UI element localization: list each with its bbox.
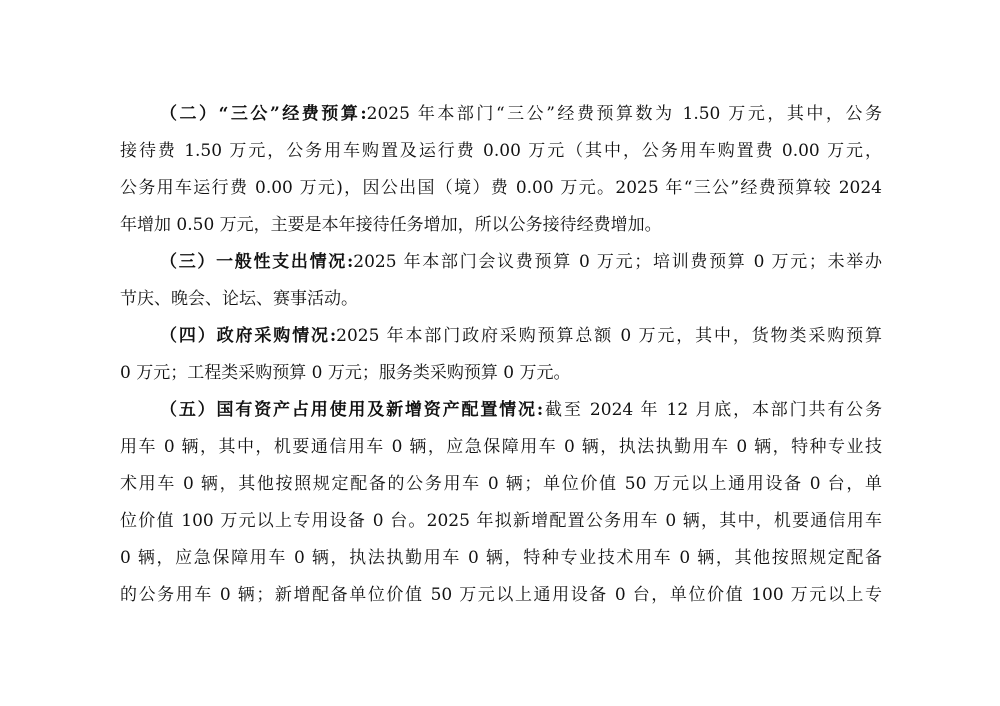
section-assets-line-4 (120, 503, 882, 540)
section-assets-line-3 (120, 466, 882, 503)
section-general-text-2: 节庆、晚会、论坛、赛事活动。 (120, 289, 358, 309)
section-sangong-text-4: 年增加 0.50 万元，主要是本年接待任务增加，所以公务接待经费增加。 (120, 215, 662, 235)
section-sangong-line-3 (120, 170, 882, 207)
section-assets-text-3: 术用车 0 辆，其他按照规定配备的公务用车 0 辆；单位价值 50 万元以上通用设备 0 台，单 (120, 474, 882, 494)
section-assets-line-6 (120, 577, 882, 614)
section-sangong-line-4 (120, 207, 882, 244)
section-assets-text-6: 的公务用车 0 辆；新增配备单位价值 50 万元以上通用设备 0 台，单位价值 100 万元以上专 (120, 585, 882, 605)
section-assets-heading: （五）国有资产占用使用及新增资产配置情况: (160, 400, 544, 420)
section-procurement-heading: （四）政府采购情况: (160, 326, 337, 346)
section-sangong-text-3: 公务用车运行费 0.00 万元)，因公出国（境）费 0.00 万元。2025 年“三公”经费预算较 2024 (120, 178, 882, 198)
section-assets-line-2 (120, 429, 882, 466)
section-assets-text-5: 0 辆，应急保障用车 0 辆，执法执勤用车 0 辆，特种专业技术用车 0 辆，其他按照规定配备 (120, 548, 882, 568)
section-general-heading: （三）一般性支出情况: (160, 252, 354, 272)
section-general-line-2 (120, 281, 882, 318)
section-procurement-line-1 (120, 318, 882, 355)
section-sangong-text-2: 接待费 1.50 万元，公务用车购置及运行费 0.00 万元（其中，公务用车购置费 0.00 万元， (120, 141, 882, 161)
section-procurement-text-1: 2025 年本部门政府采购预算总额 0 万元，其中，货物类采购预算 (336, 326, 882, 346)
section-assets-line-1 (120, 392, 882, 429)
section-procurement-line-2 (120, 355, 882, 392)
section-assets-text-4: 位价值 100 万元以上专用设备 0 台。2025 年拟新增配置公务用车 0 辆，其中，机要通信用车 (120, 511, 882, 531)
section-sangong-line-2 (120, 133, 882, 170)
section-assets-line-5 (120, 540, 882, 577)
section-sangong-text-1: 2025 年本部门“三公”经费预算数为 1.50 万元，其中，公务 (366, 104, 882, 124)
section-general-line-1 (120, 244, 882, 281)
section-sangong-heading: （二）“三公”经费预算: (160, 104, 367, 124)
section-sangong-line-1 (120, 96, 882, 133)
section-general-text-1: 2025 年本部门会议费预算 0 万元；培训费预算 0 万元；未举办 (353, 252, 882, 272)
document-page (120, 96, 882, 614)
section-assets-text-1: 截至 2024 年 12 月底，本部门共有公务 (543, 400, 882, 420)
section-assets-text-2: 用车 0 辆，其中，机要通信用车 0 辆，应急保障用车 0 辆，执法执勤用车 0 辆，特种专业技 (120, 437, 882, 457)
section-procurement-text-2: 0 万元；工程类采购预算 0 万元；服务类采购预算 0 万元。 (120, 363, 571, 383)
